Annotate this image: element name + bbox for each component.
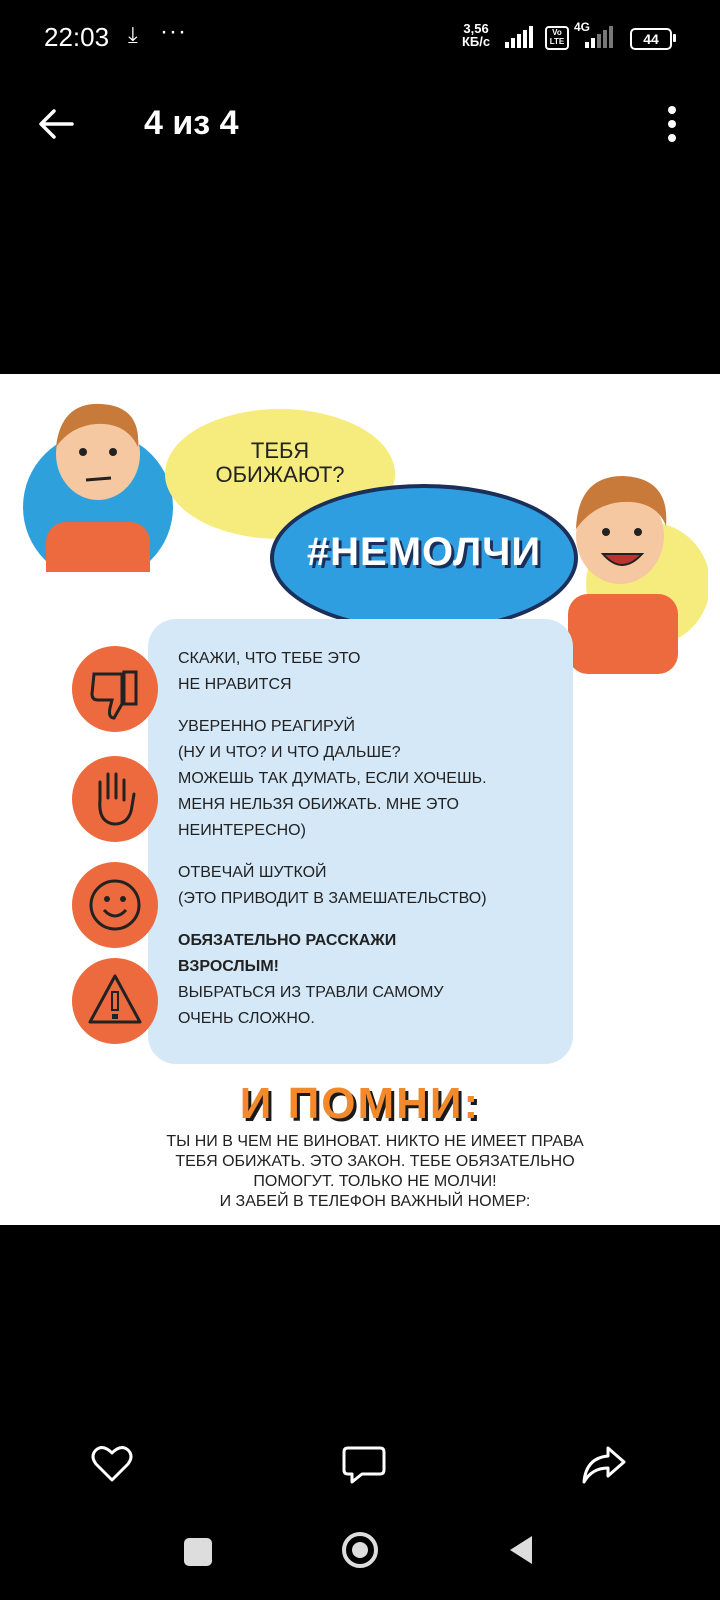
- heart-icon[interactable]: [88, 1440, 136, 1488]
- tip-3: [178, 860, 487, 912]
- tip-4: [178, 928, 444, 1032]
- footer-line-2: ТЕБЯ ОБИЖАТЬ. ЭТО ЗАКОН. ТЕБЕ ОБЯЗАТЕЛЬНО: [175, 1153, 575, 1170]
- square-icon[interactable]: [184, 1538, 212, 1566]
- tip-4-line-2: ОЧЕНЬ СЛОЖНО.: [178, 1010, 315, 1027]
- network-speed-unit: КБ/с: [462, 34, 491, 49]
- circle-icon[interactable]: [340, 1530, 380, 1570]
- footer-line-4: И ЗАБЕЙ В ТЕЛЕФОН ВАЖНЫЙ НОМЕР:: [219, 1193, 531, 1210]
- tip-1-line-1: СКАЖИ, ЧТО ТЕБЕ ЭТО: [178, 650, 361, 667]
- more-vertical-icon[interactable]: [664, 104, 680, 144]
- share-icon[interactable]: [580, 1440, 628, 1488]
- more-notifications-icon: ···: [160, 18, 187, 45]
- tip-1-line-2: НЕ НРАВИТСЯ: [178, 676, 292, 693]
- battery-icon: 44: [630, 28, 672, 50]
- triangle-back-icon[interactable]: [506, 1530, 536, 1570]
- signal-strength-2-icon: [585, 26, 615, 48]
- tip-2: [178, 714, 487, 844]
- volte-icon: Vo LTE: [545, 26, 569, 50]
- tip-2-line-1: УВЕРЕННО РЕАГИРУЙ: [178, 718, 356, 735]
- poster-image[interactable]: [0, 374, 720, 1225]
- warning-icon: [72, 958, 158, 1044]
- tip-3-line-1: ОТВЕЧАЙ ШУТКОЙ: [178, 864, 327, 881]
- signal-strength-icon: [505, 26, 535, 48]
- remember-heading: И ПОМНИ:: [239, 1079, 481, 1128]
- hand-stop-icon: [72, 756, 158, 842]
- network-speed-value: 3,56: [463, 21, 489, 36]
- thumbs-down-icon: [72, 646, 158, 732]
- footer-line-3: ПОМОГУТ. ТОЛЬКО НЕ МОЛЧИ!: [253, 1173, 497, 1190]
- network-speed: [462, 22, 490, 48]
- footer-text: [95, 1132, 655, 1212]
- download-icon: ⤓: [128, 22, 138, 47]
- status-time: 22:03: [44, 22, 110, 52]
- comment-icon[interactable]: [340, 1440, 388, 1488]
- tip-4-bold-line-1: ОБЯЗАТЕЛЬНО РАССКАЖИ: [178, 932, 397, 949]
- question-text: ТЕБЯ ОБИЖАЮТ?: [215, 438, 345, 487]
- tip-1: [178, 646, 360, 698]
- tip-4-line-1: ВЫБРАТЬСЯ ИЗ ТРАВЛИ САМОМУ: [178, 984, 444, 1001]
- tip-3-line-2: (ЭТО ПРИВОДИТ В ЗАМЕШАТЕЛЬСТВО): [178, 890, 487, 907]
- tip-2-line-4: МЕНЯ НЕЛЬЗЯ ОБИЖАТЬ. МНЕ ЭТО: [178, 796, 459, 813]
- tip-4-bold-line-2: ВЗРОСЛЫМ!: [178, 958, 279, 975]
- network-type: 4G: [574, 20, 591, 34]
- tip-2-line-2: (НУ И ЧТО? И ЧТО ДАЛЬШЕ?: [178, 744, 401, 761]
- smiley-icon: [72, 862, 158, 948]
- page-title: 4 из 4: [144, 104, 239, 142]
- footer-line-1: ТЫ НИ В ЧЕМ НЕ ВИНОВАТ. НИКТО НЕ ИМЕЕТ ПРАВА: [166, 1133, 584, 1150]
- battery-tip: [673, 34, 676, 42]
- arrow-left-icon[interactable]: [36, 104, 76, 144]
- tip-2-line-5: НЕИНТЕРЕСНО): [178, 822, 306, 839]
- sad-boy-illustration: [16, 392, 181, 572]
- tip-2-line-3: МОЖЕШЬ ТАК ДУМАТЬ, ЕСЛИ ХОЧЕШЬ.: [178, 770, 487, 787]
- hashtag-text: #НЕМОЛЧИ: [306, 530, 542, 574]
